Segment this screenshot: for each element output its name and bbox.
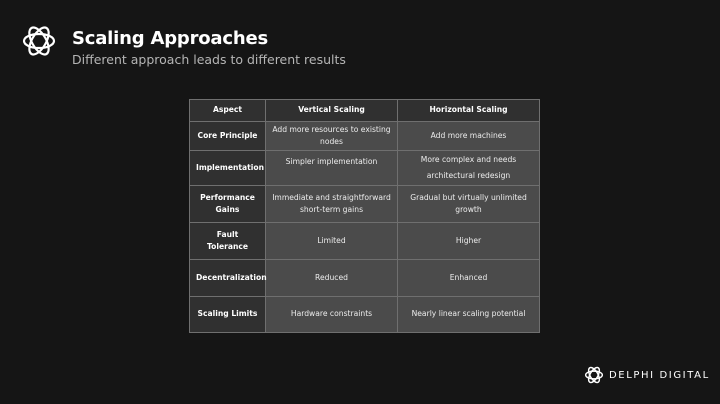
page-subtitle: Different approach leads to different results [72,52,346,67]
vertical-cell: Limited [266,223,398,260]
header-aspect: Aspect [190,100,266,122]
aspect-cell: Fault Tolerance [190,223,266,260]
vertical-cell: Hardware constraints [266,297,398,333]
table-row [190,186,540,223]
comparison-table [189,99,540,333]
delphi-logo-icon [584,365,604,385]
page-title: Scaling Approaches [72,28,268,49]
horizontal-cell: Enhanced [398,260,540,297]
horizontal-cell: Gradual but virtually unlimited growth [398,186,540,223]
header-horizontal-scaling: Horizontal Scaling [398,100,540,122]
vertical-cell: Reduced [266,260,398,297]
table-row [190,223,540,260]
delphi-logo-icon [21,23,57,59]
table-row [190,260,540,297]
table-row [190,297,540,333]
table-header-row [190,100,540,122]
aspect-cell: Decentralization [190,260,266,297]
vertical-cell: Add more resources to existing nodes [266,122,398,151]
brand-name: DELPHI DIGITAL [609,369,710,381]
horizontal-cell: Nearly linear scaling potential [398,297,540,333]
horizontal-cell: More complex and needs architectural redesign [398,151,540,186]
aspect-cell: Core Principle [190,122,266,151]
aspect-cell: Scaling Limits [190,297,266,333]
aspect-cell: Implementation [190,151,266,186]
header-vertical-scaling: Vertical Scaling [266,100,398,122]
vertical-cell: Simpler implementation [266,151,398,186]
brand-footer [584,365,710,385]
table-row [190,122,540,151]
horizontal-cell: Add more machines [398,122,540,151]
aspect-cell: Performance Gains [190,186,266,223]
horizontal-cell: Higher [398,223,540,260]
vertical-cell: Immediate and straightforward short-term gains [266,186,398,223]
table-row [190,151,540,186]
